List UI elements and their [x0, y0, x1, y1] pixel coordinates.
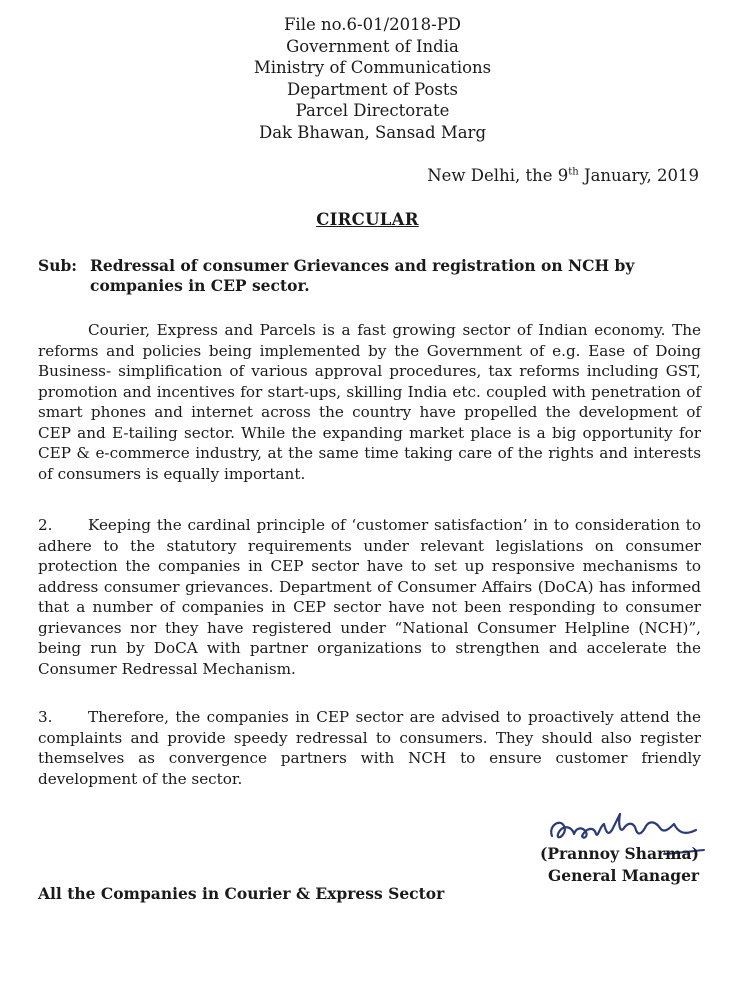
paragraph-3-number: 3.	[38, 708, 53, 726]
header-line-government: Government of India	[286, 36, 459, 56]
date-prefix: New Delhi, the 9	[427, 166, 569, 185]
paragraph-2-text: Keeping the cardinal principle of ‘customer satisfaction’ in to consideration to adhere to the statutory requirements under relevant legislations on consumer protection the companies in CEP sector have to set up responsive mechanisms to address consumer grievances. Department of Consumer Affairs (DoCA) has informed that a number of companies in CEP sector have not been responding to consumer grievances nor they have registered under “National Consumer Helpline (NCH)”, being run by DoCA with partner organizations to strengthen and accelerate the Consumer Redressal Mechanism.	[38, 516, 701, 678]
subject	[38, 256, 703, 296]
subject-label: Sub:	[38, 256, 78, 275]
header-line-department: Department of Posts	[286, 79, 459, 99]
header-line-address: Dak Bhawan, Sansad Marg	[258, 122, 487, 142]
document-title: CIRCULAR	[316, 210, 419, 229]
date-ordinal-suffix: th	[568, 166, 579, 178]
recipients-line: All the Companies in Courier & Express Sector	[38, 884, 445, 903]
header-line-directorate: Parcel Directorate	[295, 101, 450, 121]
document-header	[230, 14, 515, 144]
date-rest: January, 2019	[578, 166, 699, 185]
paragraph-2-number: 2.	[38, 516, 53, 534]
signatory-designation: General Manager	[548, 866, 700, 885]
signatory-name: (Prannoy Sharma)	[540, 844, 699, 863]
file-number: File no.6-01/2018-PD	[283, 15, 462, 34]
subject-text: Redressal of consumer Grievances and registration on NCH by companies in CEP sector.	[90, 256, 635, 295]
issue-date	[427, 166, 699, 185]
paragraph-3	[38, 707, 701, 789]
paragraph-1: Courier, Express and Parcels is a fast growing sector of Indian economy. The reforms and policies being implemented by the Government of e.g. Ease of Doing Business- simplification of various approval procedures, tax reforms including GST, promotion and incentives for start-ups, skilling India etc. coupled with penetration of smart phones and internet across the country have propelled the development of CEP and E-tailing sector. While the expanding market place is a big opportunity for CEP & e-commerce industry, at the same time taking care of the rights and interests of consumers is equally important.	[38, 321, 701, 483]
header-line-ministry: Ministry of Communications	[253, 58, 492, 78]
paragraph-2	[38, 515, 701, 679]
paragraph-3-text: Therefore, the companies in CEP sector are advised to proactively attend the complaints and provide speedy redressal to consumers. They should also register themselves as convergence partners with NCH to ensure customer friendly development of the sector.	[38, 708, 701, 788]
